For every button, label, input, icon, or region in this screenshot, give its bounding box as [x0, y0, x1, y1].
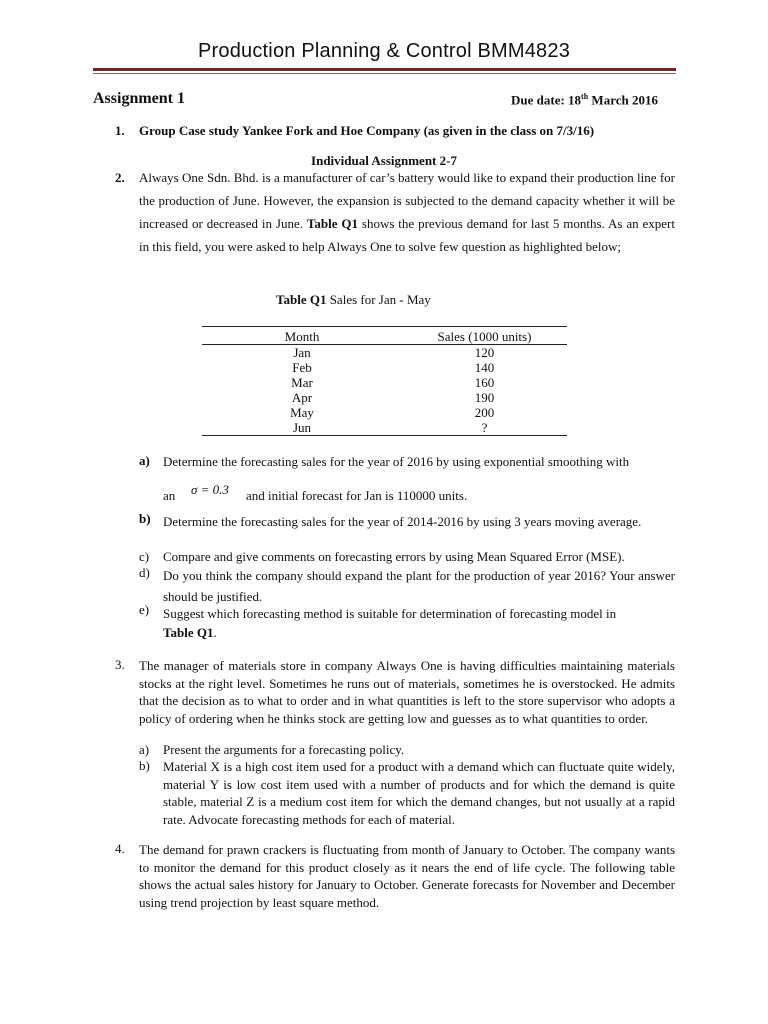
q2a-an: an — [163, 488, 176, 503]
table-cell-sales: 140 — [474, 360, 495, 375]
q4-text: The demand for prawn crackers is fluctuating from month of January to October. The company wants to monitor the demand for this product closely as it nears the end of life cycle. The following table shows the actual sales history for January to October. Generate forecasts for November and December using trend projection by least square method. — [139, 842, 675, 910]
q3a-text: Present the arguments for a forecasting policy. — [163, 742, 405, 757]
table-cell-sales: ? — [481, 420, 488, 435]
q2e-table-ref — [163, 625, 217, 641]
q2e-text: Suggest which forecasting method is suitable for determination of forecasting model in — [163, 606, 617, 621]
table-cell-month: Mar — [291, 375, 313, 390]
table-row — [202, 390, 567, 405]
table-caption — [276, 292, 431, 308]
q3-number: 3. — [115, 657, 125, 672]
q2c-text: Compare and give comments on forecasting errors by using Mean Squared Error (MSE). — [163, 549, 625, 564]
document-title: Production Planning & Control BMM4823 — [197, 40, 571, 62]
q2-text — [139, 166, 675, 258]
q2-number: 2. — [115, 170, 125, 185]
table-header-sales: Sales (1000 units) — [402, 327, 567, 345]
q4-number: 4. — [115, 841, 125, 856]
table-row — [202, 375, 567, 390]
individual-assignment-heading: Individual Assignment 2-7 — [311, 153, 457, 168]
due-date-suffix: th — [581, 92, 589, 101]
table-caption-label: Table Q1 — [276, 292, 327, 307]
table-cell-sales: 190 — [474, 390, 495, 405]
q1-text: Group Case study Yankee Fork and Hoe Company (as given in the class on 7/3/16) — [139, 123, 595, 138]
q3b-text: Material X is a high cost item used for a product with a demand which can fluctuate quite widely, material Y is low cost item used with a number of products and for which the demand is quite stable, material Z is a medium cost item for which the demand changes, but not usually at a rapid rate. Advocate forecasting methods for each of material. — [163, 759, 675, 827]
q2-text-part2: shows the previous demand for last 5 months. As an expert in this field, you were asked to help Always One to solve few question as highlighted below; — [139, 216, 675, 254]
q2e-label: e) — [139, 602, 150, 617]
table-cell-month: Jun — [292, 420, 312, 435]
table-header-row — [202, 327, 567, 345]
q1-number: 1. — [115, 123, 125, 138]
q2a-label: a) — [139, 453, 150, 468]
table-cell-month: Jan — [293, 345, 311, 360]
table-cell-month: Feb — [292, 360, 312, 375]
q2-text-part1: Always One Sdn. Bhd. is a manufacturer of car’s battery would like to expand their production line for the production of June. However, the expansion is subjected to the demand capacity whether it will be increased or decreased in June. — [139, 170, 675, 231]
table-header-month: Month — [202, 327, 402, 345]
header-rule-thick — [93, 68, 676, 71]
table-row — [202, 420, 567, 436]
table-cell-month: May — [290, 405, 314, 420]
table-caption-text: Sales for Jan - May — [326, 292, 431, 307]
q2b-label: b) — [139, 511, 151, 526]
table-cell-sales: 120 — [474, 345, 495, 360]
q2a-text: Determine the forecasting sales for the year of 2016 by using exponential smoothing with — [163, 454, 630, 469]
q2d-label: d) — [139, 565, 150, 580]
q2-text-table-ref: Table Q1 — [306, 216, 358, 231]
q2a-formula: σ = 0.3 — [191, 482, 229, 497]
table-row — [202, 405, 567, 420]
q2d-text: Do you think the company should expand the plant for the production of year 2016? Your answer should be justified. — [163, 568, 675, 604]
due-date-label: Due date: 18 — [511, 92, 582, 108]
q2c-label: c) — [139, 549, 150, 564]
q2e-bold: Table Q1 — [163, 625, 214, 640]
header-rule-thin — [93, 73, 676, 74]
q2e-end: . — [213, 625, 217, 640]
q3-text: The manager of materials store in company Always One is having difficulties maintaining materials stocks at the right level. Sometimes he runs out of materials, sometimes he is overstocked. He admits that the decision as to what to order and in what quantities is left to the store supervisor who adopts a policy of ordering when he thinks stock are getting low and guesses as to what quantities to order. — [139, 658, 675, 726]
due-date — [511, 92, 658, 108]
sales-table — [202, 326, 567, 436]
assignment-heading: Assignment 1 — [93, 90, 186, 107]
table-row — [202, 360, 567, 375]
table-cell-month: Apr — [291, 390, 313, 405]
q3b-label: b) — [139, 758, 150, 773]
q2a-text2: and initial forecast for Jan is 110000 units. — [246, 488, 468, 503]
table-cell-sales: 200 — [474, 405, 495, 420]
q2b-text: Determine the forecasting sales for the year of 2014-2016 by using 3 years moving average. — [163, 514, 642, 529]
table-cell-sales: 160 — [474, 375, 495, 390]
due-date-rest: March 2016 — [588, 92, 658, 108]
table-row — [202, 345, 567, 361]
q3a-label: a) — [139, 742, 150, 757]
